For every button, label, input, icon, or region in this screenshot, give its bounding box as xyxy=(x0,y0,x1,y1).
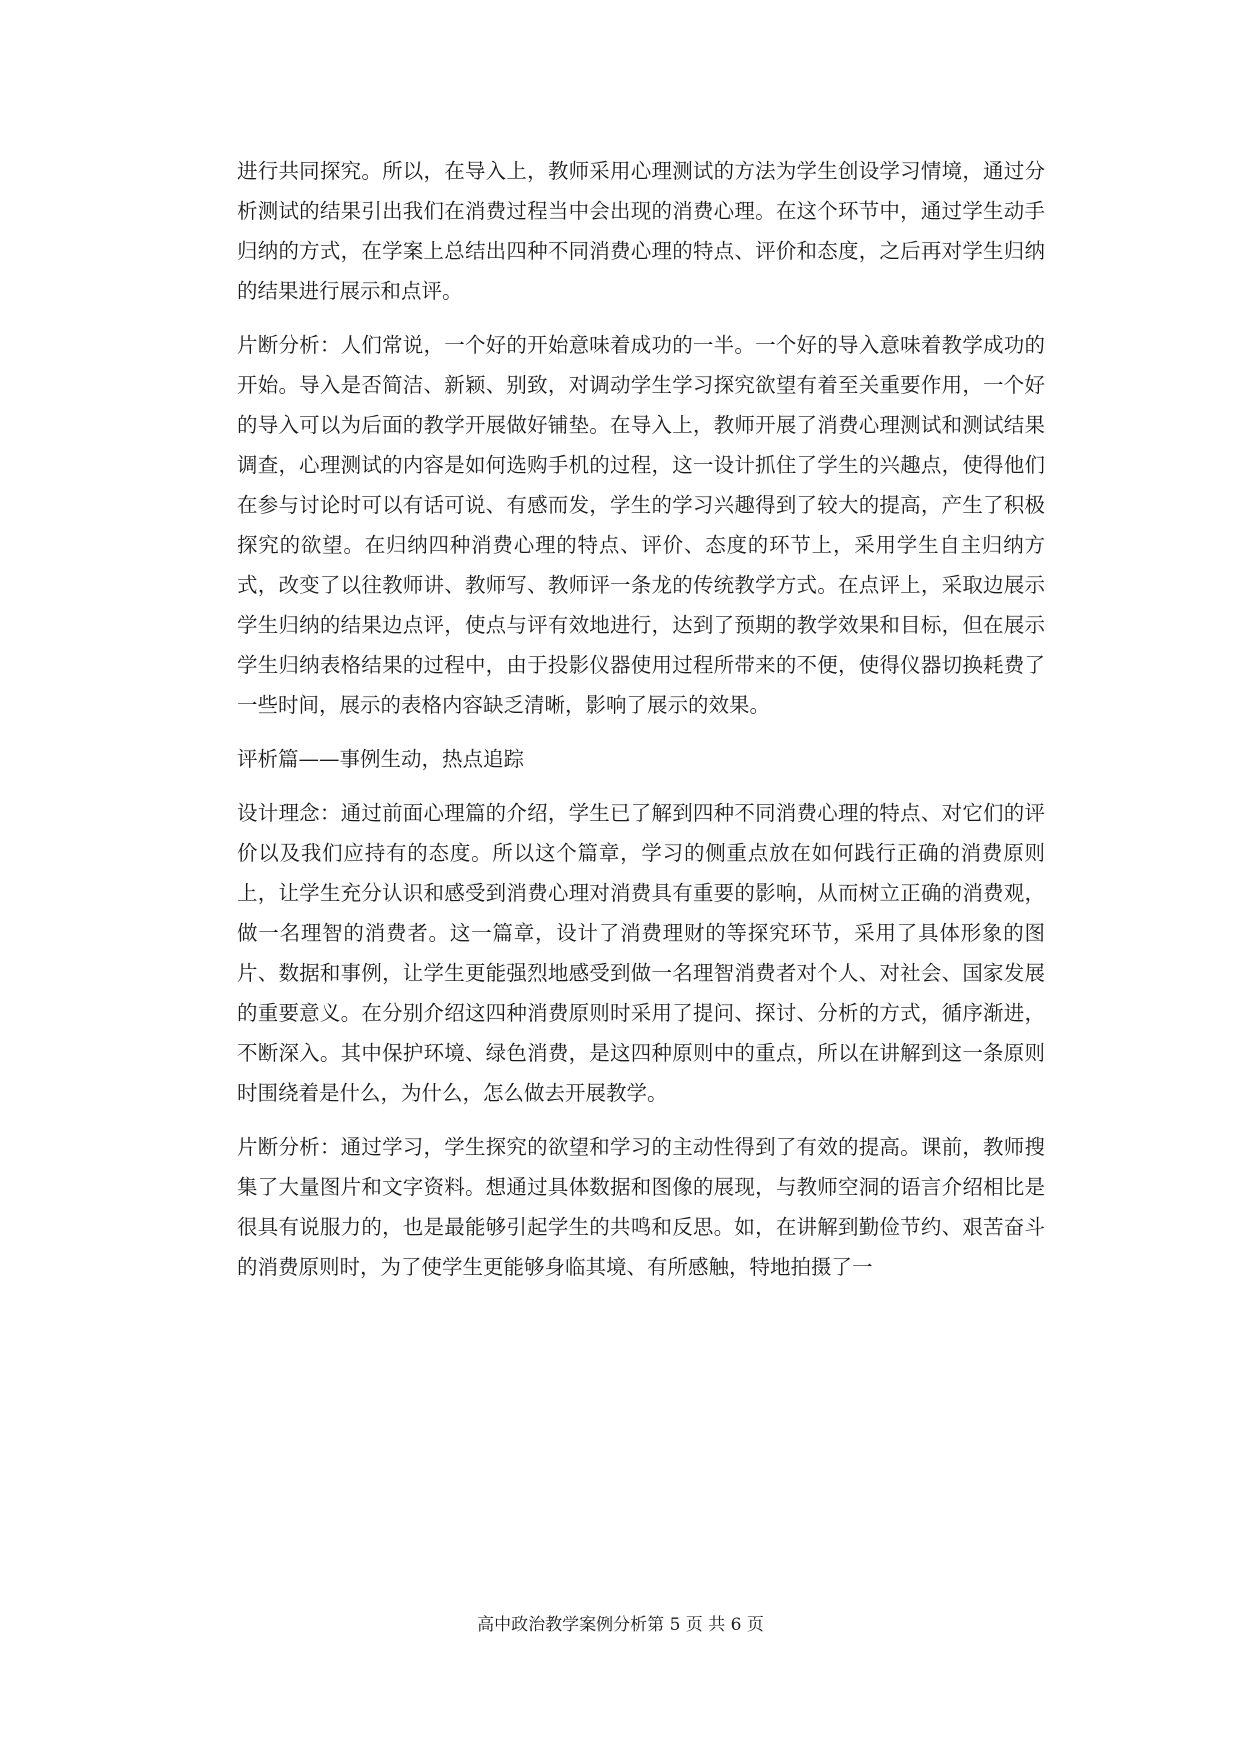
paragraph-fragment-analysis-2: 片断分析：通过学习，学生探究的欲望和学习的主动性得到了有效的提高。课前，教师搜集了大量图片和文字资料。想通过具体数据和图像的展现，与教师空洞的语言介绍相比是很具有说服力的，也是最能够引起学生的共鸣和反思。如，在讲解到勤俭节约、艰苦奋斗的消费原则时，为了使学生更能够身临其境、有所感触，特地拍摄了一 xyxy=(237,1135,1045,1279)
paragraph-intro-continuation: 进行共同探究。所以，在导入上，教师采用心理测试的方法为学生创设学习情境，通过分析测试的结果引出我们在消费过程当中会出现的消费心理。在这个环节中，通过学生动手归纳的方式，在学案上总结出四种不同消费心理的特点、评价和态度，之后再对学生归纳的结果进行展示和点评。 xyxy=(237,159,1045,303)
document-body xyxy=(237,151,1045,1287)
page-footer: 高中政治教学案例分析第 5 页 共 6 页 xyxy=(477,1615,764,1635)
section-heading: 评析篇——事例生动，热点追踪 xyxy=(237,747,524,771)
paragraph-design-concept: 设计理念：通过前面心理篇的介绍，学生已了解到四种不同消费心理的特点、对它们的评价以及我们应持有的态度。所以这个篇章，学习的侧重点放在如何践行正确的消费原则上，让学生充分认识和感受到消费心理对消费具有重要的影响，从而树立正确的消费观，做一名理智的消费者。这一篇章，设计了消费理财的等探究环节，采用了具体形象的图片、数据和事例，让学生更能强烈地感受到做一名理智消费者对个人、对社会、国家发展的重要意义。在分别介绍这四种消费原则时采用了提问、探讨、分析的方式，循序渐进，不断深入。其中保护环境、绿色消费，是这四种原则中的重点，所以在讲解到这一条原则时围绕着是什么，为什么，怎么做去开展教学。 xyxy=(237,801,1045,1105)
paragraph-fragment-analysis-1: 片断分析：人们常说，一个好的开始意味着成功的一半。一个好的导入意味着教学成功的开始。导入是否简洁、新颖、别致，对调动学生学习探究欲望有着至关重要作用，一个好的导入可以为后面的教学开展做好铺垫。在导入上，教师开展了消费心理测试和测试结果调查，心理测试的内容是如何选购手机的过程，这一设计抓住了学生的兴趣点，使得他们在参与讨论时可以有话可说、有感而发，学生的学习兴趣得到了较大的提高，产生了积极探究的欲望。在归纳四种消费心理的特点、评价、态度的环节上，采用学生自主归纳方式，改变了以往教师讲、教师写、教师评一条龙的传统教学方式。在点评上，采取边展示学生归纳的结果边点评，使点与评有效地进行，达到了预期的教学效果和目标，但在展示学生归纳表格结果的过程中，由于投影仪器使用过程所带来的不便，使得仪器切换耗费了一些时间，展示的表格内容缺乏清晰，影响了展示的效果。 xyxy=(237,333,1045,717)
